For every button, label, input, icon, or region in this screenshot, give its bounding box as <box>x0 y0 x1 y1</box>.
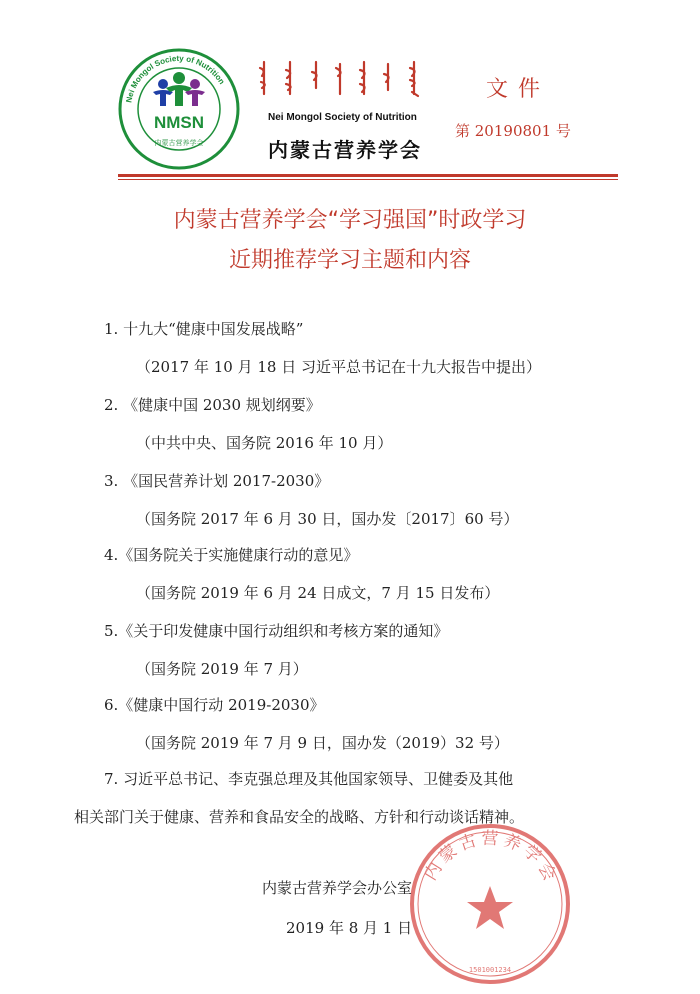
list-item-note: （国务院 2017 年 6 月 30 日，国办发〔2017〕60 号） <box>136 510 519 528</box>
list-item-7-line1: 7. 习近平总书记、李克强总理及其他国家领导、卫健委及其他 <box>104 770 514 788</box>
logo-bottom-text: 内蒙古营养学会 <box>154 139 204 147</box>
list-item: 1. 十九大“健康中国发展战略” <box>104 320 304 338</box>
list-item: 5.《关于印发健康中国行动组织和考核方案的通知》 <box>104 622 449 640</box>
list-item: 6.《健康中国行动 2019-2030》 <box>104 696 325 714</box>
document-label: 文件 <box>486 77 551 102</box>
seal-star-icon <box>467 886 513 929</box>
header-rule <box>118 174 618 177</box>
list-item-note: （2017 年 10 月 18 日 习近平总书记在十九大报告中提出） <box>136 358 541 376</box>
list-item-note: （中共中央、国务院 2016 年 10 月） <box>136 434 393 452</box>
signature-date: 2019 年 8 月 1 日 <box>286 919 413 937</box>
signature-office: 内蒙古营养学会办公室 <box>262 879 413 897</box>
document-number: 第 20190801 号 <box>455 122 571 140</box>
seal-serial: 1501001234 <box>468 966 512 974</box>
list-item-note: （国务院 2019 年 7 月 9 日，国办发（2019）32 号） <box>136 734 509 752</box>
list-item-note: （国务院 2019 年 7 月） <box>136 660 308 678</box>
logo-ring-text: Nei Mongol Society of Nutrition <box>124 53 227 104</box>
seal-ring-text: 内蒙古营养学会 <box>420 828 562 888</box>
official-seal-stamp <box>408 822 572 986</box>
svg-text:内蒙古营养学会 <box>421 829 562 888</box>
mongolian-script <box>256 58 446 98</box>
document-title-line1: 内蒙古营养学会“学习强国”时政学习 <box>173 208 527 233</box>
org-english-name: Nei Mongol Society of Nutrition <box>268 112 417 123</box>
org-chinese-name: 内蒙古营养学会 <box>268 138 422 162</box>
header-rule-thin <box>118 179 618 180</box>
nmsn-logo <box>118 48 240 170</box>
list-item-7-line2: 相关部门关于健康、营养和食品安全的战略、方针和行动谈话精神。 <box>74 808 525 826</box>
list-item-note: （国务院 2019 年 6 月 24 日成文，7 月 15 日发布） <box>136 584 500 602</box>
logo-abbr: NMSN <box>153 113 205 132</box>
list-item: 2. 《健康中国 2030 规划纲要》 <box>104 396 321 414</box>
list-item: 3. 《国民营养计划 2017-2030》 <box>104 472 330 490</box>
document-title-line2: 近期推荐学习主题和内容 <box>228 248 471 273</box>
list-item: 4.《国务院关于实施健康行动的意见》 <box>104 546 359 564</box>
